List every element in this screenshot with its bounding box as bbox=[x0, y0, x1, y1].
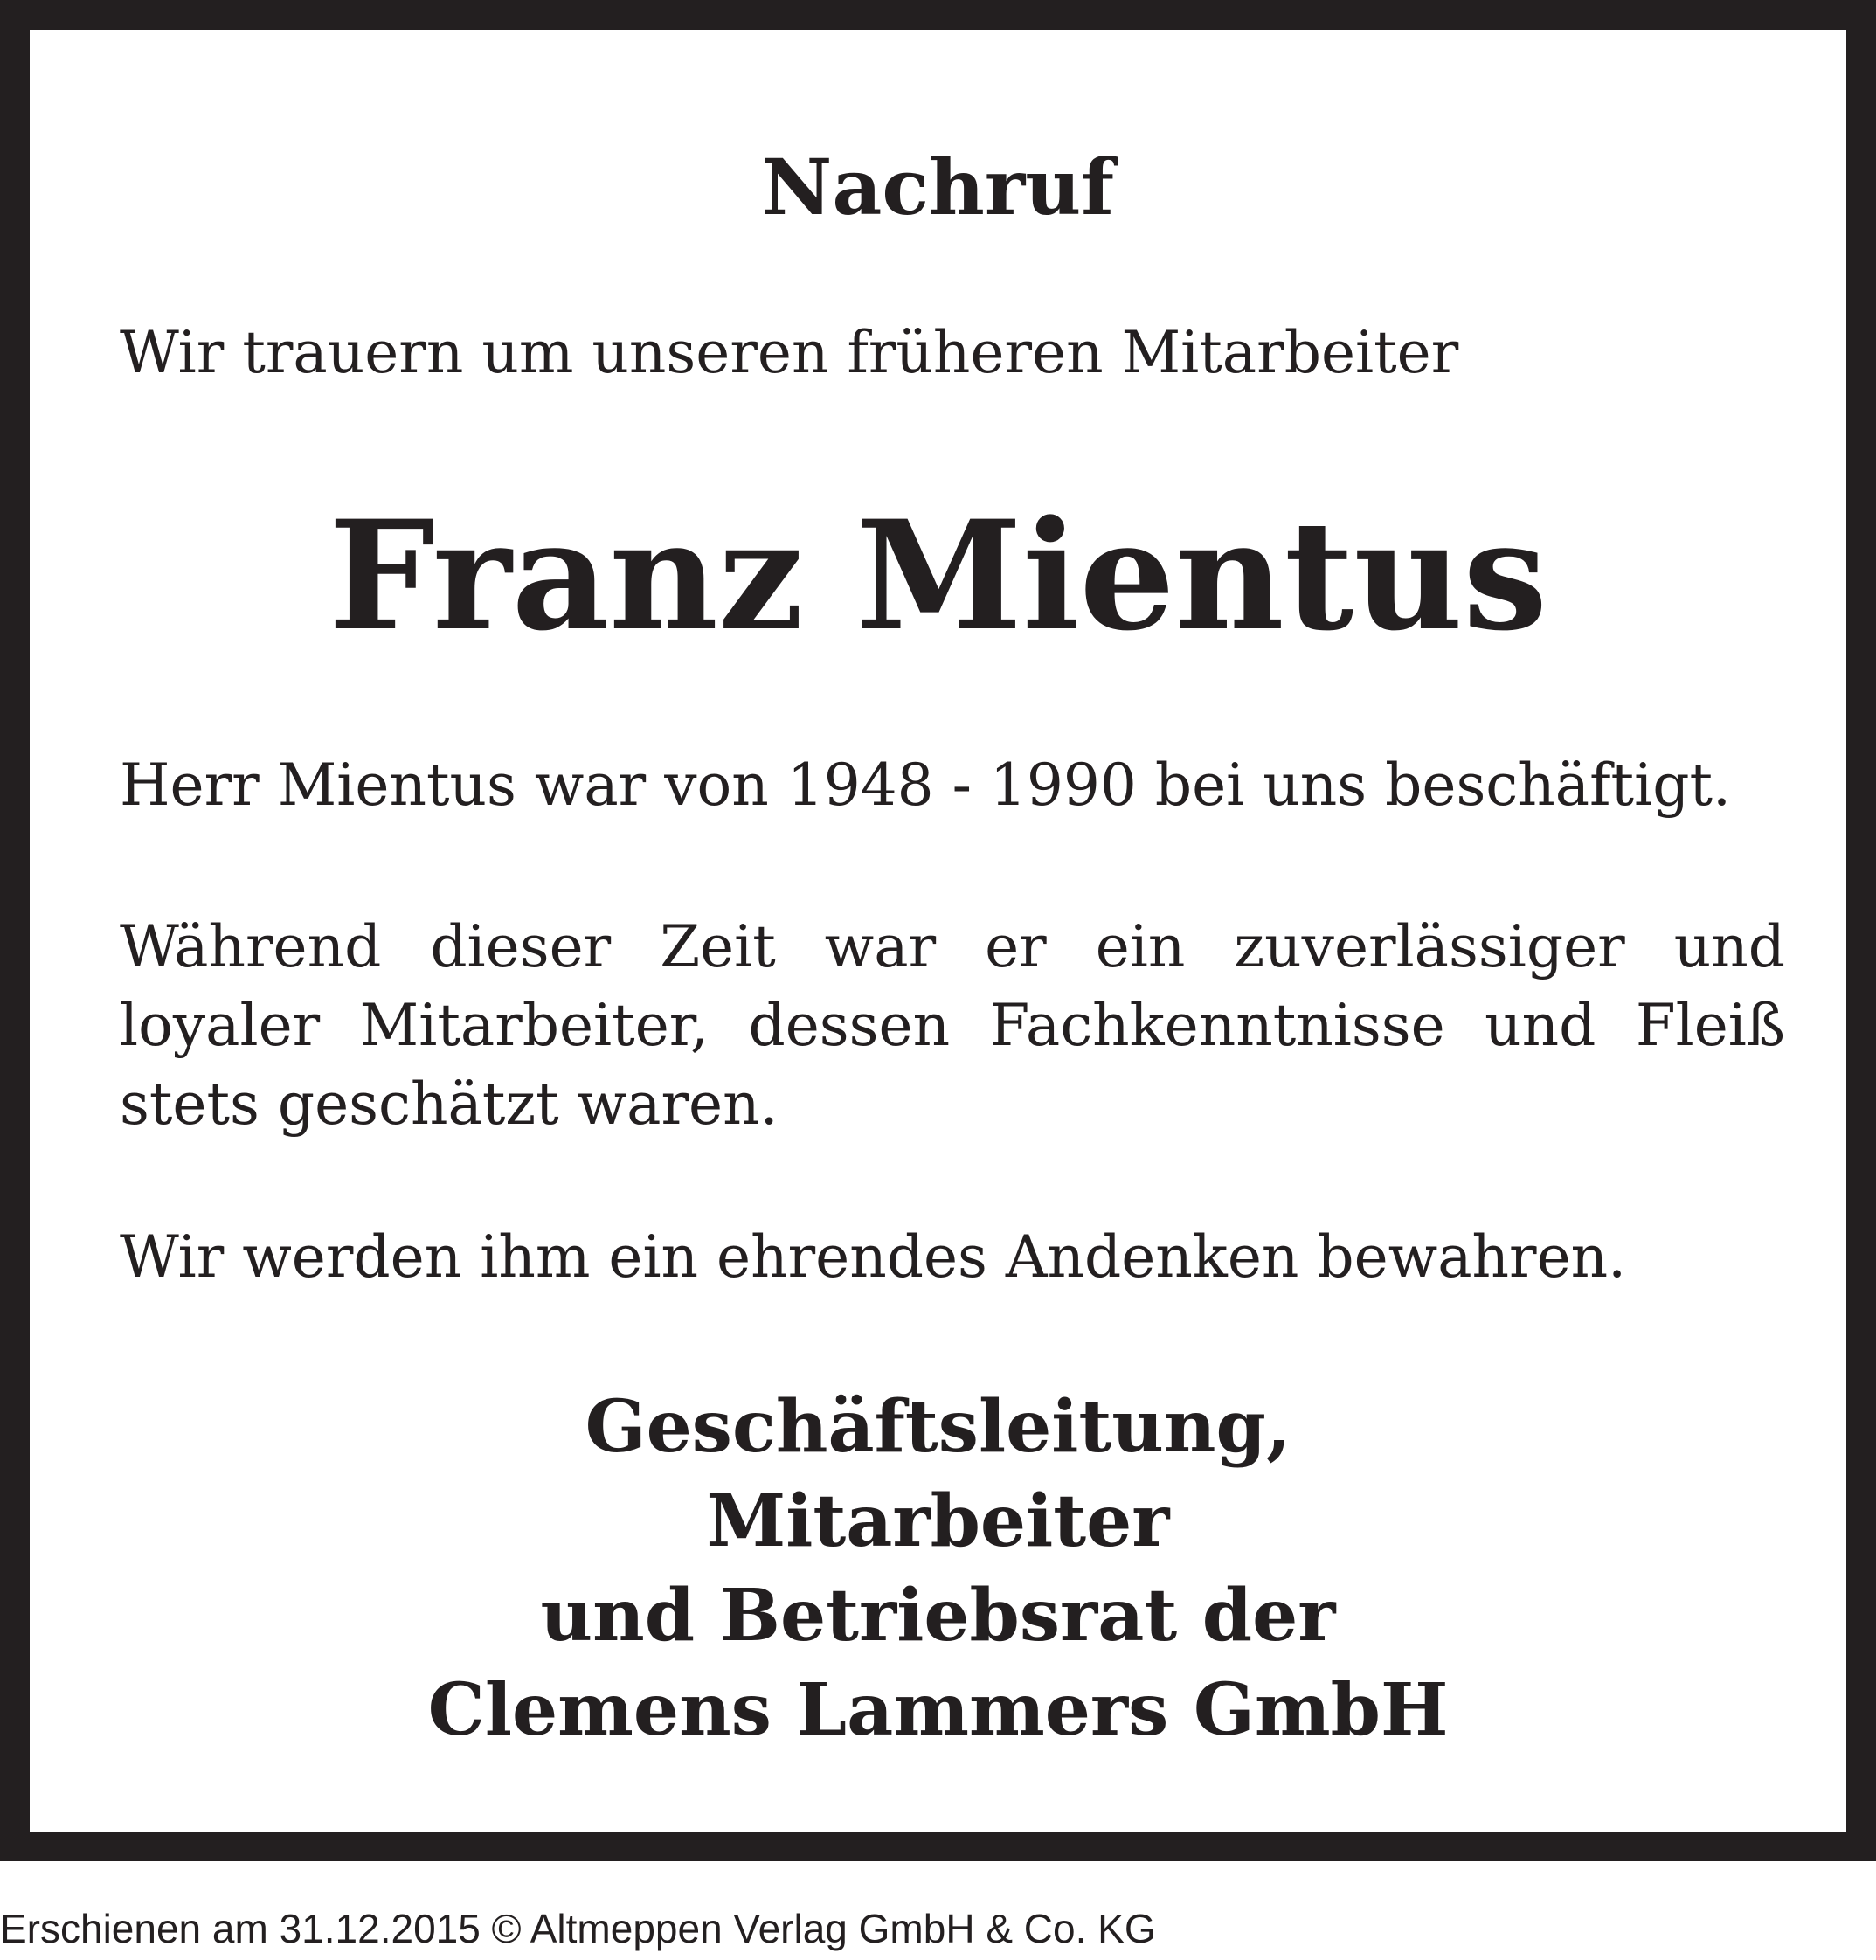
signature-block bbox=[30, 1380, 1846, 1757]
signature-line-company: Clemens Lammers GmbH bbox=[427, 1668, 1449, 1752]
publication-footer: Erschienen am 31.12.2015 © Altmeppen Verlag GmbH & Co. KG bbox=[0, 1906, 1156, 1951]
deceased-name: Franz Mientus bbox=[328, 487, 1548, 664]
notice-title: Nachruf bbox=[761, 142, 1115, 232]
tribute-paragraph: Während dieser Zeit war er ein zuverlässiger und loyaler Mitarbeiter, dessen Fachkenntnisse und Fleiß stets geschätzt waren. bbox=[120, 913, 1785, 1138]
signature-line-employees: Mitarbeiter bbox=[706, 1479, 1170, 1563]
signature-line-works-council: und Betriebsrat der bbox=[540, 1574, 1336, 1658]
employment-paragraph: Herr Mientus war von 1948 - 1990 bei uns beschäftigt. bbox=[120, 751, 1731, 819]
remembrance-paragraph: Wir werden ihm ein ehrendes Andenken bewahren. bbox=[120, 1223, 1627, 1291]
signature-line-management: Geschäftsleitung, bbox=[585, 1385, 1291, 1469]
intro-line: Wir trauern um unseren früheren Mitarbeiter bbox=[120, 319, 1459, 386]
